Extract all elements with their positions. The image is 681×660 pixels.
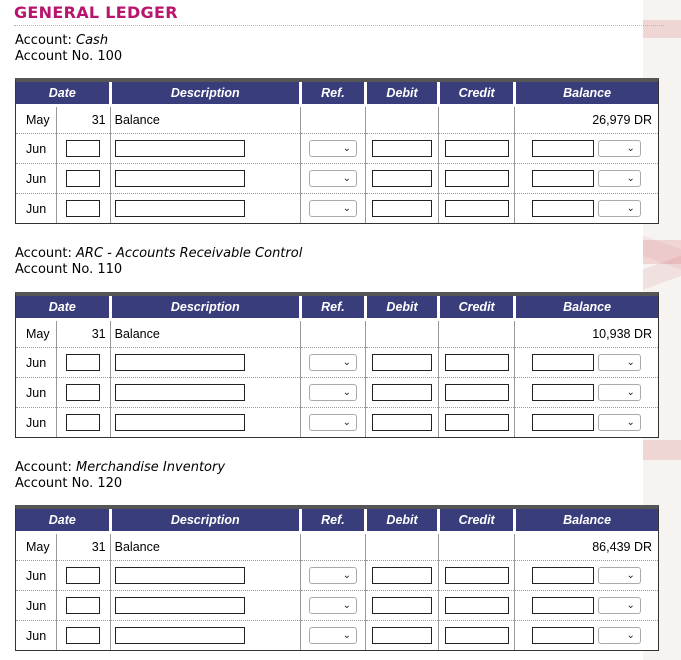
date-month: Jun: [16, 134, 56, 164]
balance-cell: [515, 378, 658, 408]
day-input-cell: [56, 591, 110, 621]
date-month: May: [16, 320, 56, 348]
balance-cell: [515, 194, 658, 224]
description-cell: Balance: [110, 106, 300, 134]
date-month: Jun: [16, 408, 56, 438]
balance-input[interactable]: [532, 170, 594, 187]
balance-cell: [515, 621, 658, 651]
balance-cell: 86,439 DR: [515, 533, 658, 561]
debit-input-cell: [366, 378, 439, 408]
chevron-down-icon: ⌄: [626, 570, 635, 581]
balance-input[interactable]: [532, 414, 594, 431]
day-input-cell: [56, 134, 110, 164]
day-input-cell: [56, 561, 110, 591]
balance-input[interactable]: [532, 627, 594, 644]
credit-input[interactable]: [445, 200, 509, 217]
debit-input-cell: [366, 134, 439, 164]
page-title: GENERAL LEDGER: [14, 3, 664, 26]
chevron-down-icon: ⌄: [342, 600, 351, 611]
balance-type-select[interactable]: [598, 140, 641, 157]
description-input[interactable]: [115, 627, 245, 644]
day-input[interactable]: [66, 354, 100, 371]
chevron-down-icon: ⌄: [342, 143, 351, 154]
description-input[interactable]: [115, 140, 245, 157]
account-name: ARC - Accounts Receivable Control: [76, 246, 303, 261]
ref-cell: [300, 106, 365, 134]
col-header-date: Date: [16, 82, 110, 106]
credit-input[interactable]: [445, 140, 509, 157]
account-number-label: Account No.: [15, 49, 94, 64]
account-info-arc: [15, 246, 302, 278]
col-header-description: Description: [110, 296, 300, 320]
day-input-cell: [56, 621, 110, 651]
chevron-down-icon: ⌄: [626, 387, 635, 398]
description-input[interactable]: [115, 200, 245, 217]
decorative-shard: [643, 440, 681, 460]
credit-input-cell: [439, 591, 515, 621]
ref-cell: [300, 561, 365, 591]
chevron-down-icon: ⌄: [626, 357, 635, 368]
ref-cell: [300, 621, 365, 651]
col-header-ref: Ref.: [300, 82, 365, 106]
day-input[interactable]: [66, 140, 100, 157]
credit-cell: [439, 533, 515, 561]
description-input[interactable]: [115, 597, 245, 614]
debit-cell: [366, 320, 439, 348]
day-input-cell: [56, 348, 110, 378]
entry-row: [16, 194, 658, 224]
chevron-down-icon: ⌄: [342, 570, 351, 581]
chevron-down-icon: ⌄: [342, 203, 351, 214]
balance-input[interactable]: [532, 567, 594, 584]
balance-input[interactable]: [532, 354, 594, 371]
credit-input-cell: [439, 621, 515, 651]
debit-input[interactable]: [372, 140, 432, 157]
col-header-debit: Debit: [366, 509, 439, 533]
account-label: Account:: [15, 460, 72, 475]
account-number: 120: [97, 476, 123, 491]
ledger-table-arc: [15, 292, 659, 438]
description-input[interactable]: [115, 567, 245, 584]
debit-input[interactable]: [372, 567, 432, 584]
ref-select[interactable]: [309, 414, 357, 431]
balance-cell: [515, 348, 658, 378]
description-input[interactable]: [115, 414, 245, 431]
col-header-ref: Ref.: [300, 296, 365, 320]
chevron-down-icon: ⌄: [342, 417, 351, 428]
chevron-down-icon: ⌄: [626, 630, 635, 641]
ref-select[interactable]: [309, 597, 357, 614]
credit-input[interactable]: [445, 597, 509, 614]
day-input[interactable]: [66, 627, 100, 644]
debit-input-cell: [366, 348, 439, 378]
balance-type-select[interactable]: [598, 354, 641, 371]
date-month: Jun: [16, 591, 56, 621]
debit-input[interactable]: [372, 627, 432, 644]
day-input[interactable]: [66, 567, 100, 584]
day-input[interactable]: [66, 414, 100, 431]
credit-input[interactable]: [445, 170, 509, 187]
balance-cell: [515, 408, 658, 438]
ref-select[interactable]: [309, 567, 357, 584]
chevron-down-icon: ⌄: [626, 417, 635, 428]
chevron-down-icon: ⌄: [342, 387, 351, 398]
date-month: May: [16, 533, 56, 561]
decorative-shard: [643, 240, 681, 264]
description-cell: Balance: [110, 533, 300, 561]
col-header-credit: Credit: [439, 296, 515, 320]
description-input[interactable]: [115, 170, 245, 187]
credit-input-cell: [439, 408, 515, 438]
account-number-label: Account No.: [15, 262, 94, 277]
account-name: Merchandise Inventory: [76, 460, 226, 475]
credit-input-cell: [439, 561, 515, 591]
chevron-down-icon: ⌄: [342, 357, 351, 368]
credit-input-cell: [439, 378, 515, 408]
description-input-cell: [110, 591, 300, 621]
chevron-down-icon: ⌄: [626, 600, 635, 611]
credit-input[interactable]: [445, 627, 509, 644]
ref-cell: [300, 378, 365, 408]
ref-select[interactable]: [309, 140, 357, 157]
description-input[interactable]: [115, 384, 245, 401]
credit-input-cell: [439, 194, 515, 224]
chevron-down-icon: ⌄: [626, 173, 635, 184]
balance-type-select[interactable]: [598, 597, 641, 614]
balance-type-select[interactable]: [598, 567, 641, 584]
ref-cell: [300, 164, 365, 194]
ref-select[interactable]: [309, 200, 357, 217]
balance-input[interactable]: [532, 597, 594, 614]
description-input-cell: [110, 408, 300, 438]
col-header-credit: Credit: [439, 82, 515, 106]
balance-row: [16, 106, 658, 134]
ref-cell: [300, 320, 365, 348]
col-header-date: Date: [16, 509, 110, 533]
debit-cell: [366, 106, 439, 134]
balance-type-select[interactable]: [598, 384, 641, 401]
balance-type-select[interactable]: [598, 200, 641, 217]
col-header-ref: Ref.: [300, 509, 365, 533]
description-input-cell: [110, 194, 300, 224]
balance-cell: [515, 561, 658, 591]
balance-type-select[interactable]: [598, 414, 641, 431]
date-month: Jun: [16, 378, 56, 408]
day-input[interactable]: [66, 170, 100, 187]
debit-input-cell: [366, 164, 439, 194]
balance-type-select[interactable]: [598, 170, 641, 187]
ref-cell: [300, 194, 365, 224]
ref-cell: [300, 533, 365, 561]
credit-input-cell: [439, 134, 515, 164]
balance-cell: [515, 164, 658, 194]
date-month: Jun: [16, 164, 56, 194]
debit-input-cell: [366, 561, 439, 591]
description-input-cell: [110, 378, 300, 408]
credit-input-cell: [439, 348, 515, 378]
account-info-inventory: [15, 460, 225, 492]
entry-row: [16, 378, 658, 408]
date-day: 31: [56, 106, 110, 134]
balance-type-select[interactable]: [598, 627, 641, 644]
debit-input[interactable]: [372, 354, 432, 371]
ref-cell: [300, 348, 365, 378]
day-input[interactable]: [66, 384, 100, 401]
day-input-cell: [56, 408, 110, 438]
ledger-table-cash: [15, 78, 659, 224]
account-number: 100: [97, 49, 123, 64]
account-name: Cash: [76, 33, 109, 48]
entry-row: [16, 134, 658, 164]
date-month: Jun: [16, 621, 56, 651]
chevron-down-icon: ⌄: [626, 143, 635, 154]
ref-cell: [300, 408, 365, 438]
date-month: Jun: [16, 348, 56, 378]
debit-input-cell: [366, 591, 439, 621]
ref-select[interactable]: [309, 170, 357, 187]
day-input-cell: [56, 194, 110, 224]
credit-input[interactable]: [445, 384, 509, 401]
balance-cell: 26,979 DR: [515, 106, 658, 134]
ref-cell: [300, 591, 365, 621]
debit-input[interactable]: [372, 597, 432, 614]
account-info-cash: [15, 33, 122, 65]
balance-cell: 10,938 DR: [515, 320, 658, 348]
account-number-label: Account No.: [15, 476, 94, 491]
debit-input-cell: [366, 408, 439, 438]
date-day: 31: [56, 320, 110, 348]
entry-row: [16, 591, 658, 621]
ref-select[interactable]: [309, 627, 357, 644]
date-month: Jun: [16, 561, 56, 591]
credit-input[interactable]: [445, 354, 509, 371]
day-input-cell: [56, 164, 110, 194]
debit-cell: [366, 533, 439, 561]
balance-cell: [515, 591, 658, 621]
balance-cell: [515, 134, 658, 164]
balance-input[interactable]: [532, 140, 594, 157]
day-input-cell: [56, 378, 110, 408]
entry-row: [16, 621, 658, 651]
ref-select[interactable]: [309, 354, 357, 371]
description-input[interactable]: [115, 354, 245, 371]
description-input-cell: [110, 621, 300, 651]
date-month: May: [16, 106, 56, 134]
entry-row: [16, 561, 658, 591]
entry-row: [16, 164, 658, 194]
account-label: Account:: [15, 33, 72, 48]
col-header-credit: Credit: [439, 509, 515, 533]
description-cell: Balance: [110, 320, 300, 348]
ref-select[interactable]: [309, 384, 357, 401]
ref-cell: [300, 134, 365, 164]
credit-cell: [439, 106, 515, 134]
debit-input[interactable]: [372, 170, 432, 187]
account-number: 110: [97, 262, 123, 277]
chevron-down-icon: ⌄: [626, 203, 635, 214]
col-header-debit: Debit: [366, 296, 439, 320]
credit-input[interactable]: [445, 414, 509, 431]
col-header-balance: Balance: [515, 82, 658, 106]
debit-input[interactable]: [372, 384, 432, 401]
col-header-description: Description: [110, 82, 300, 106]
description-input-cell: [110, 134, 300, 164]
balance-row: [16, 533, 658, 561]
balance-input[interactable]: [532, 200, 594, 217]
chevron-down-icon: ⌄: [342, 173, 351, 184]
date-month: Jun: [16, 194, 56, 224]
col-header-balance: Balance: [515, 509, 658, 533]
col-header-balance: Balance: [515, 296, 658, 320]
balance-input[interactable]: [532, 384, 594, 401]
debit-input[interactable]: [372, 200, 432, 217]
debit-input-cell: [366, 194, 439, 224]
col-header-date: Date: [16, 296, 110, 320]
entry-row: [16, 408, 658, 438]
credit-input-cell: [439, 164, 515, 194]
debit-input[interactable]: [372, 414, 432, 431]
entry-row: [16, 348, 658, 378]
credit-cell: [439, 320, 515, 348]
chevron-down-icon: ⌄: [342, 630, 351, 641]
description-input-cell: [110, 348, 300, 378]
balance-row: [16, 320, 658, 348]
date-day: 31: [56, 533, 110, 561]
account-label: Account:: [15, 246, 72, 261]
col-header-description: Description: [110, 509, 300, 533]
description-input-cell: [110, 164, 300, 194]
ledger-table-inventory: [15, 505, 659, 651]
debit-input-cell: [366, 621, 439, 651]
day-input[interactable]: [66, 597, 100, 614]
day-input[interactable]: [66, 200, 100, 217]
credit-input[interactable]: [445, 567, 509, 584]
col-header-debit: Debit: [366, 82, 439, 106]
description-input-cell: [110, 561, 300, 591]
